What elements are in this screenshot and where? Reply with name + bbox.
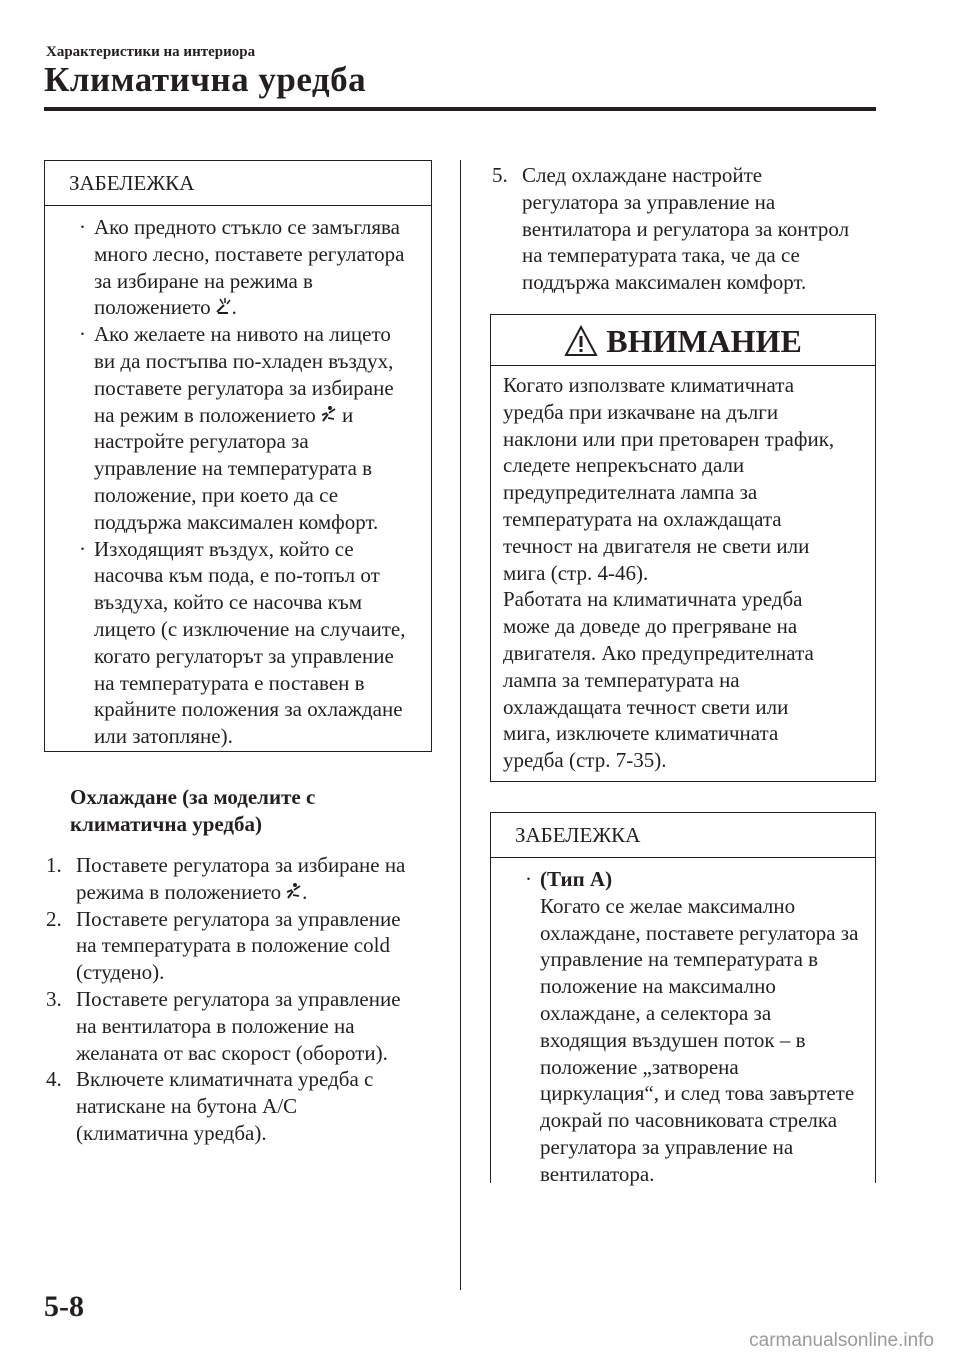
text-line: охлаждане, а селектора за xyxy=(540,1000,772,1025)
text-line: циркулация“, и след това завъртете xyxy=(540,1081,855,1106)
step-item xyxy=(46,906,446,986)
text-line: много лесно, поставете регулатора xyxy=(94,241,405,266)
note-bullet xyxy=(61,214,415,321)
text-line: входящия въздушен поток – в xyxy=(540,1027,806,1052)
text-line: След охлаждане настройте xyxy=(522,163,763,187)
text-line: мига, изключете климатичната xyxy=(503,721,779,746)
text-span: . xyxy=(302,879,308,904)
text-line: положение „затворена xyxy=(540,1054,739,1079)
text-line: уредба (стр. 7-35). xyxy=(503,748,667,773)
note-box-1 xyxy=(44,160,432,752)
text-line: насочва към пода, е по-топъл от xyxy=(94,563,380,588)
note-label: ЗАБЕЛЕЖКА xyxy=(491,813,875,858)
text-line: Когато се желае максимално xyxy=(540,893,796,918)
text-line: или затопляне). xyxy=(94,724,233,749)
step-item xyxy=(46,852,446,906)
note-body xyxy=(45,206,431,760)
text-line: вентилатора. xyxy=(540,1161,655,1186)
text-line: когато регулаторът за управление xyxy=(94,643,394,668)
text-span: на режим в положението xyxy=(94,402,316,427)
text-line xyxy=(76,879,446,906)
text-line: Ако предното стъкло се замъглява xyxy=(94,215,400,239)
text-line: температурата на охлаждащата xyxy=(503,506,782,531)
note-label: ЗАБЕЛЕЖКА xyxy=(45,161,431,206)
heading-line: климатична уредба) xyxy=(70,811,263,836)
text-line: за избиране на режима в xyxy=(94,268,313,293)
page-number: 5-8 xyxy=(44,1290,84,1323)
text-line: Ако желаете на нивото на лицето xyxy=(94,322,391,347)
page-title: Климатична уредба xyxy=(44,60,367,99)
text-line: поставете регулатора за избиране xyxy=(94,375,394,400)
text-line: крайните положения за охлаждане xyxy=(94,697,403,722)
step-5 xyxy=(492,162,882,296)
text-line: течност на двигателя не свети или xyxy=(503,533,810,558)
step-number: 4. xyxy=(46,1067,62,1092)
text-line: регулатора за управление на xyxy=(540,1134,794,1159)
defroster-mode-icon xyxy=(214,297,232,315)
text-line xyxy=(94,402,415,429)
text-line: наклони или при претоварен трафик, xyxy=(503,426,835,451)
bullet-dot: · xyxy=(79,536,86,561)
bi-level-mode-icon xyxy=(319,405,337,423)
text-line: настройте регулатора за xyxy=(94,429,309,454)
step-number: 3. xyxy=(46,986,62,1011)
bullet-dot: · xyxy=(79,322,86,347)
warning-box xyxy=(490,314,876,782)
text-line: въздуха, който се насочва към xyxy=(94,590,363,615)
text-line: регулатора за управление на xyxy=(522,189,776,214)
text-line: лампа за температурата на xyxy=(503,667,740,692)
text-line: Работата на климатичната уредба xyxy=(503,587,803,612)
note-bullet xyxy=(61,321,415,535)
text-line: Включете климатичната уредба с xyxy=(76,1067,374,1092)
text-line: двигателя. Ако предупредителната xyxy=(503,640,814,665)
text-line: (студено). xyxy=(76,960,165,985)
step-item xyxy=(46,986,446,1066)
text-line: положение на максимално xyxy=(540,974,776,999)
step-number: 1. xyxy=(46,853,62,877)
warning-header xyxy=(491,315,875,366)
text-line: положение, при което да се xyxy=(94,482,339,507)
text-line: ви да постъпва по-хладен въздух, xyxy=(94,348,394,373)
warning-title: ВНИМАНИЕ xyxy=(606,323,802,359)
note-body xyxy=(491,858,875,1198)
text-line: Изходящият въздух, който се xyxy=(94,536,354,561)
text-span: и xyxy=(336,402,354,427)
text-line: желаната от вас скорост (обороти). xyxy=(76,1040,388,1065)
bullet-dot: · xyxy=(525,867,532,891)
text-span: . xyxy=(231,295,237,320)
text-line: Поставете регулатора за управление xyxy=(76,906,401,931)
cooling-steps xyxy=(46,852,446,1147)
text-line: мига (стр. 4-46). xyxy=(503,560,649,585)
text-span: режима в положението xyxy=(76,879,282,904)
text-line: на вентилатора в положение на xyxy=(76,1013,355,1038)
text-line xyxy=(94,294,415,321)
step-item xyxy=(492,162,882,296)
heading-line: Охлаждане (за моделите с xyxy=(70,785,316,809)
warning-triangle-icon xyxy=(564,325,598,357)
cooling-heading xyxy=(70,784,440,838)
text-line: поддържа максимален комфорт. xyxy=(94,509,379,534)
section-label: Характеристики на интериора xyxy=(46,44,256,60)
text-line: натискане на бутона A/C xyxy=(76,1094,298,1119)
bullet-dot: · xyxy=(79,215,86,239)
step-item xyxy=(46,1066,446,1146)
note-bullet xyxy=(507,866,859,1188)
text-line: Поставете регулатора за управление xyxy=(76,986,401,1011)
text-line: (климатична уредба). xyxy=(76,1120,267,1145)
text-line: на температурата в положение cold xyxy=(76,933,390,958)
step-number: 5. xyxy=(492,163,508,187)
text-line: докрай по часовниковата стрелка xyxy=(540,1108,838,1133)
text-line: Когато използвате климатичната xyxy=(503,373,795,397)
text-span: положението xyxy=(94,295,211,320)
note-box-2 xyxy=(490,812,876,1186)
warning-body xyxy=(491,366,875,784)
bi-level-mode-icon xyxy=(284,882,302,900)
text-line: може да доведе до прегряване на xyxy=(503,614,798,639)
step-number: 2. xyxy=(46,906,62,931)
text-line: лицето (с изключение на случаите, xyxy=(94,616,406,641)
text-line: Поставете регулатора за избиране на xyxy=(76,853,406,877)
text-line: уредба при изкачване на дълги xyxy=(503,399,779,424)
text-line: поддържа максимален комфорт. xyxy=(522,270,807,295)
text-line: охлаждане, поставете регулатора за xyxy=(540,920,859,945)
text-line: на температурата така, че да се xyxy=(522,243,800,268)
text-line: предупредителната лампа за xyxy=(503,480,758,505)
text-line: управление на температурата в xyxy=(94,456,373,481)
bullet-title: (Тип A) xyxy=(540,867,613,891)
note-bullet xyxy=(61,536,415,750)
text-line: управление на температурата в xyxy=(540,947,819,972)
text-line: вентилатора и регулатора за контрол xyxy=(522,216,850,241)
text-line: следете непрекъснато дали xyxy=(503,453,745,478)
text-line: на температурата е поставен в xyxy=(94,670,365,695)
column-divider xyxy=(460,160,461,1290)
text-line: охлаждащата течност свети или xyxy=(503,694,789,719)
title-rule xyxy=(44,107,876,111)
watermark: carmanualsonline.info xyxy=(749,1330,934,1351)
